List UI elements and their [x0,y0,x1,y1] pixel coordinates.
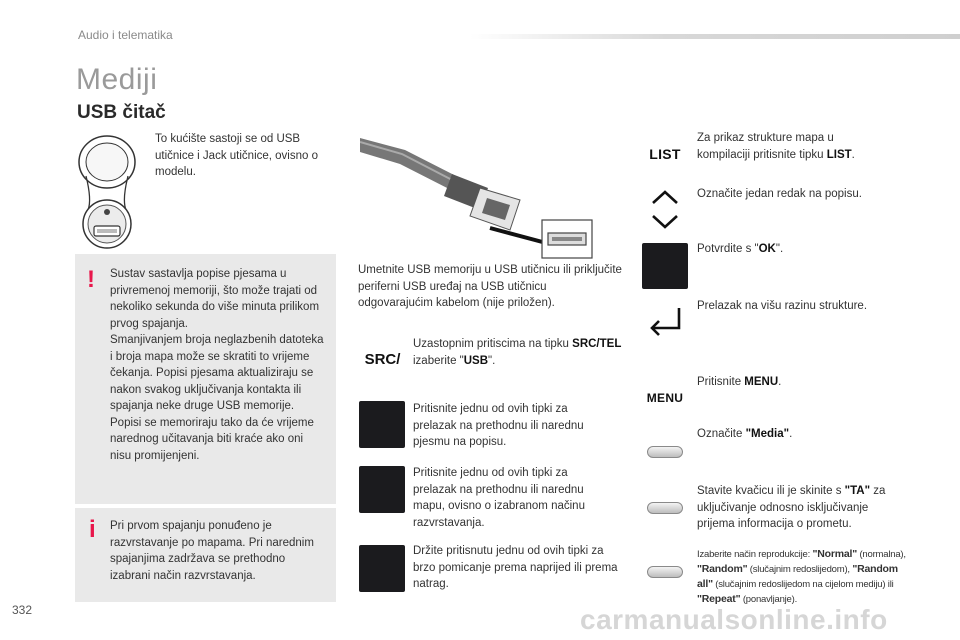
fast-forward-rewind-buttons[interactable] [359,545,405,592]
ta-key: "TA" [844,485,871,497]
warning-line-1: Sustav sastavlja popise pjesama u privremenoj memoriji, što može trajati od nekoliko sekunda do više minuta prilikom prvog spajanja. [110,268,320,330]
back-arrow-icon [643,298,687,342]
folder-prev-next-buttons[interactable] [359,466,405,513]
menu-label: MENU [646,391,684,405]
exclamation-icon: ! [87,266,95,293]
header-title: Audio i telematika [78,28,173,42]
step-menu-text: Pritisnite MENU. [697,376,782,388]
section-title: Mediji [76,63,158,96]
info-note [75,508,336,602]
src-tel-label: SRC/ [364,351,401,368]
step-src-text: Uzastopnim pritiscima na tipku SRC/TEL izaberite "USB". [413,338,622,367]
play-mode-button[interactable] [647,566,683,578]
info-note-text: Pri prvom spajanju ponuđeno je razvrstavanje po mapama. Pri narednim spajanjima zadržava se prethodno izabrani način razvrstavanja. [110,520,314,582]
usb-value: USB [463,354,489,367]
src-tel-key: SRC/TEL [572,338,622,350]
section-subtitle: USB čitač [77,102,166,123]
page-number: 332 [12,603,33,617]
step-list-text: Za prikaz strukture mapa u kompilaciji pritisnite tipku LIST. [697,132,855,161]
step-folder-text: Pritisnite jednu od ovih tipki za prelazak na prethodnu ili narednu mapu, ovisno o izabranom načinu razvrstavanja. [413,467,585,529]
step-select-line-text: Označite jedan redak na popisu. [697,188,862,200]
track-prev-next-buttons[interactable] [359,401,405,448]
step-ta-text: Stavite kvačicu ili je skinite s "TA" za uključivanje odnosno isključivanje prijema informacija o prometu. [697,485,886,530]
warning-line-3: Popisi se memoriraju tako da će vrijeme narednog učitavanja biti kraće ako oni nisu promijenjeni. [110,416,314,462]
header-rule [470,34,960,39]
media-key: "Media" [745,428,790,440]
menu-button[interactable] [641,378,689,418]
usb-plug-icon [360,130,600,265]
step-track-text: Pritisnite jednu od ovih tipki za prelazak na prethodnu ili narednu pjesmu na popisu. [413,403,584,448]
ok-button[interactable] [642,243,688,289]
step-media-text: Označite "Media". [697,428,793,440]
back-button[interactable] [643,298,687,342]
menu-key: MENU [744,376,779,388]
media-select-button[interactable] [647,446,683,458]
intro-text: To kućište sastoji se od USB utičnice i Jack utičnice, ovisno o modelu. [155,133,318,178]
ta-toggle-button[interactable] [647,502,683,514]
step-back-text: Prelazak na višu razinu strukture. [697,300,868,312]
play-mode-text: Izaberite način reprodukcije: "Normal" (normalna), "Random" (slučajnim redoslijedom), "Random all" (slučajnim redoslijedom na cijelom mediju) ili "Repeat" (ponavljanje). [697,548,906,605]
warning-note-text [110,266,325,464]
warning-note [75,254,336,504]
usb-plug-illustration [360,130,600,265]
step-ok-text: Potvrdite s "OK". [697,243,784,255]
usb-instruction-text: Umetnite USB memoriju u USB utičnicu ili priključite periferni USB uređaj na USB utičnicu odgovarajućim kabelom (nije priložen). [358,264,622,309]
up-down-arrows-button[interactable] [643,186,687,232]
list-button[interactable] [643,132,687,176]
ok-key: OK [758,243,776,255]
list-label: LIST [649,146,681,162]
up-down-chevron-icon [643,186,687,232]
usb-jack-socket-illustration [72,130,142,250]
step-fast-text: Držite pritisnutu jednu od ovih tipki za brzo pomicanje prema naprijed ili prema natrag. [413,545,618,590]
src-tel-button[interactable] [359,336,406,383]
warning-line-2: Smanjivanjem broja neglazbenih datoteka i broja mapa može se skratiti to vrijeme čekanja. Popisi pjesama aktualiziraju se nakon svakog uključivanja kontakta ili spajanja neke druge USB memorije. [110,334,324,412]
socket-icon [72,130,142,250]
info-icon: i [89,516,96,543]
list-key: LIST [826,148,852,161]
watermark: carmanualsonline.info [580,604,888,635]
